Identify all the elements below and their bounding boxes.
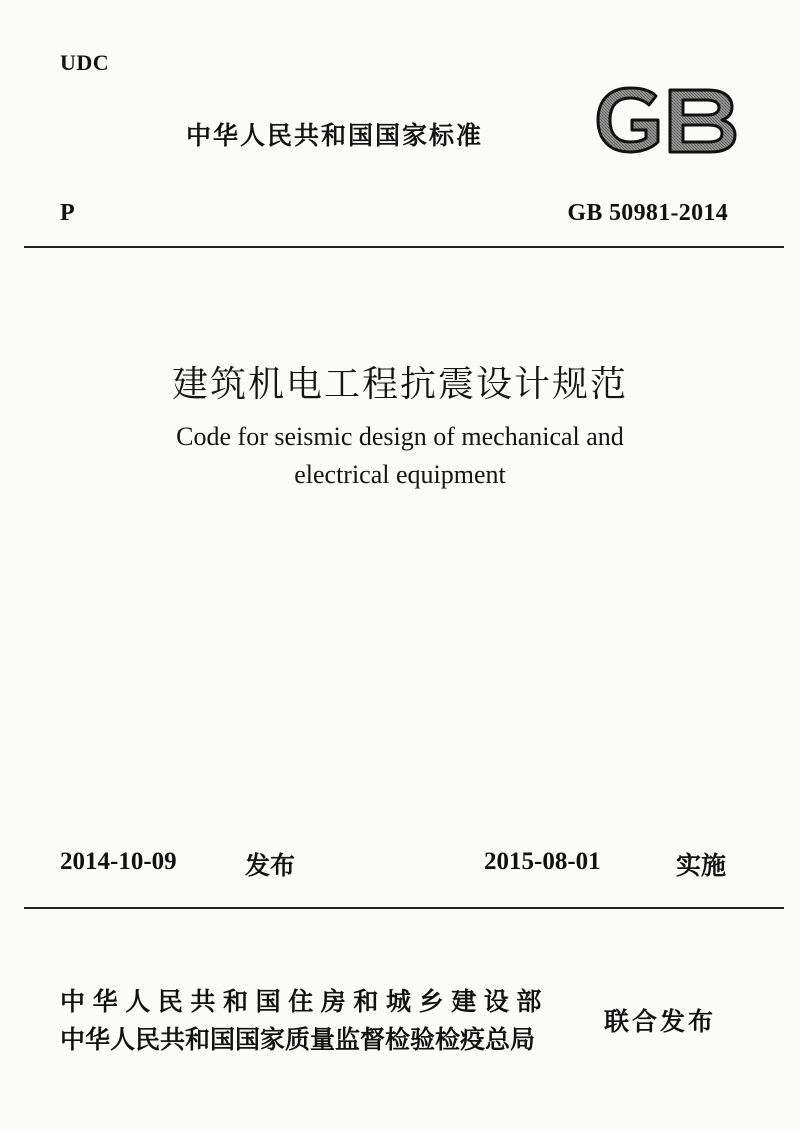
top-divider — [24, 246, 784, 248]
title-english — [0, 418, 800, 494]
title-english-line-2: electrical equipment — [294, 460, 506, 489]
issuer-ministry-housing: 中华人民共和国住房和城乡建设部 — [60, 987, 550, 1016]
standard-number: GB 50981-2014 — [567, 200, 728, 226]
category-code: P — [60, 200, 75, 226]
issuer-aqsiq: 中华人民共和国国家质量监督检验检疫总局 — [60, 1025, 536, 1054]
issue-label: 发布 — [245, 851, 296, 880]
gb-logo-icon — [592, 84, 740, 156]
effective-label: 实施 — [676, 851, 727, 880]
title-english-line-1: Code for seismic design of mechanical and — [176, 422, 624, 451]
bottom-divider — [24, 907, 784, 909]
joint-issue-label: 联合发布 — [604, 1007, 717, 1036]
standard-type: 中华人民共和国国家标准 — [186, 121, 484, 150]
udc-label: UDC — [60, 50, 110, 75]
issue-date: 2014-10-09 — [60, 848, 177, 875]
effective-date: 2015-08-01 — [484, 848, 601, 875]
title-chinese: 建筑机电工程抗震设计规范 — [171, 364, 628, 405]
